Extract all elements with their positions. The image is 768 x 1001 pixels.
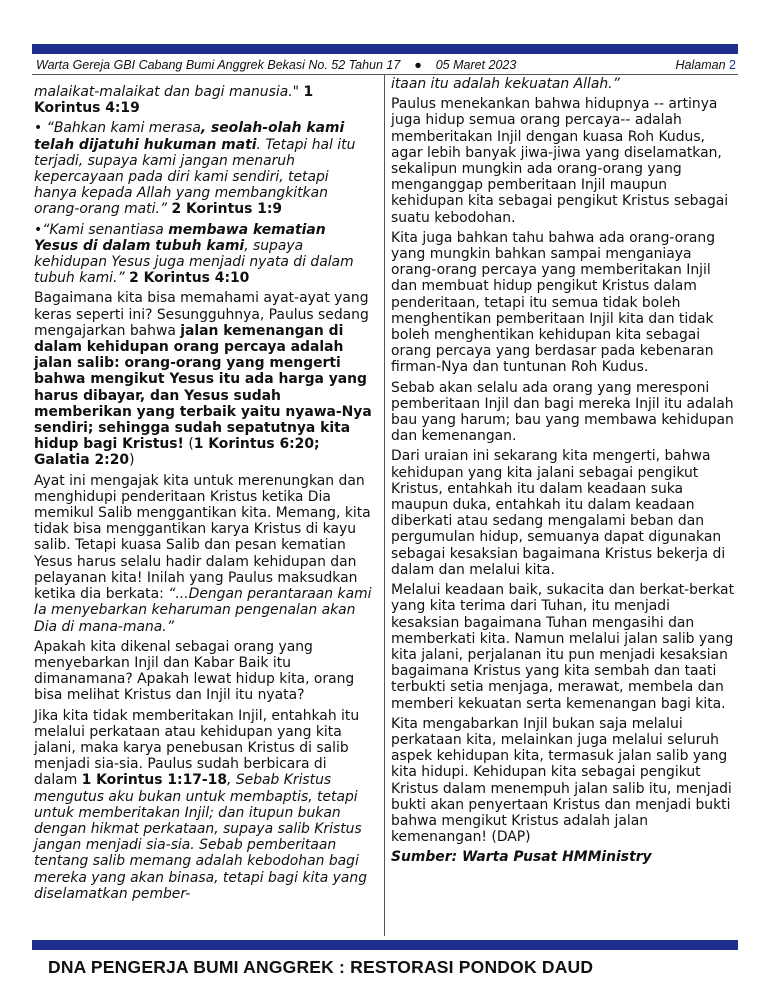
paragraph: Dari uraian ini sekarang kita mengerti, bahwa kehidupan yang kita jalani sebagai pengikut Kristus, entahkah itu dalam keadaan suka maupun duka, entahkah itu dalam keadaan diberkati atau sedang mengalami beban dan pergumulan hidup, semuanya dapat digunakan sebagai kesaksian bagaimana Kristus bekerja di dalam dan melalui kita.: [391, 448, 726, 578]
bottom-color-bar: [32, 940, 738, 950]
header-title: [36, 58, 516, 72]
paragraph: Sebab akan selalu ada orang yang meresponi pemberitaan Injil dan bagi mereka Injil itu adalah bau yang harum; bau yang membawa kehidupan dan kemenangan.: [391, 379, 734, 445]
bullet-glyph: •: [34, 120, 43, 137]
verse-reference: 1 Korintus 1:17-18: [81, 772, 227, 789]
paragraph: Paulus menekankan bahwa hidupnya -- artinya juga hidup semua orang percaya-- adalah memberitakan Injil dengan kuasa Roh Kudus, agar lebih banyak jiwa-jiwa yang diselamatkan, sekalipun mungkin ada orang-orang yang menganggap pemberitaan Injil maupun kehidupan kita sebagai pengikut Kristus sebagai suatu kebodohan.: [391, 96, 729, 226]
verse-quote: . Tetapi hal itu terjadi, supaya kami jangan menaruh kepercayaan pada diri kami sendiri, tetapi hanya kepada Allah yang membangkitkan orang-orang mati.”: [34, 136, 356, 218]
verse-reference: 1 Korintus 4:19: [34, 84, 314, 117]
page-label: Halaman: [675, 58, 726, 72]
header-publication: Warta Gereja GBI Cabang Bumi Anggrek Bekasi No. 52 Tahun 17: [36, 58, 401, 72]
paren-close: ): [129, 452, 135, 469]
verse-quote: “...Dengan perantaraan kami Ia menyebarkan keharuman pengenalan akan Dia di mana-mana.”: [34, 586, 372, 635]
body-emphasis: jalan kemenangan di dalam kehidupan orang percaya adalah jalan salib: orang-orang yang mengerti bahwa mengikut Yesus itu ada harga yang harus dibayar, dan Yesus sudah memberikan yang terbaik yaitu nyawa-Nya sendiri; sehingga sudah sepatutnya kita hidup bagi Kristus!: [34, 322, 372, 453]
paragraph: Kita juga bahkan tahu bahwa ada orang-orang yang mungkin bahkan sampai menganiaya orang-orang percaya yang memberitakan Injil dan membuat hidup pengikut Kristus dalam penderitaan, tetapi itu semua tidak boleh menghentikan pemberitaan Injil kita dan tidak boleh menghentikan kehidupan kita sebagai orang percaya yang berdasar pada kebenaran firman-Nya dan tuntunan Roh Kudus.: [391, 229, 716, 376]
paragraph: [34, 84, 374, 116]
right-column: [391, 76, 735, 870]
source-credit: Sumber: Warta Pusat HMMinistry: [391, 849, 652, 866]
verse-quote: , Sebab Kristus mengutus aku bukan untuk membaptis, tetapi untuk memberitakan Injil; dan itupun bukan dengan hikmat perkataan, supaya salib Kristus jangan menjadi sia-sia. Sebab pemberitaan tentang salib memang adalah kebodohan bagi mereka yang akan binasa, tetapi bagi kita yang diselamatkan pember-: [34, 772, 368, 902]
bullet-glyph: •: [34, 221, 43, 238]
footer-banner: DNA PENGERJA BUMI ANGGREK : RESTORASI PONDOK DAUD: [48, 957, 594, 977]
verse-emphasis: , seolah-olah kami telah dijatuhi hukuman mati: [34, 120, 345, 153]
bullet-item: [34, 222, 374, 287]
page-number: 2: [729, 58, 736, 72]
body-text: Bagaimana kita bisa memahami ayat-ayat yang keras seperti ini? Sesungguhnya, Paulus sedang mengajarkan bahwa: [34, 290, 369, 339]
verse-emphasis: membawa kematian Yesus di dalam tubuh kami: [34, 221, 326, 254]
verse-reference: 2 Korintus 4:10: [129, 270, 250, 287]
header-date: 05 Maret 2023: [435, 58, 517, 72]
paragraph: [34, 473, 374, 635]
header-page: [676, 58, 736, 72]
paragraph: [34, 708, 374, 902]
paren-open: (: [188, 436, 194, 453]
left-column: [34, 84, 374, 906]
body-text: Jika kita tidak memberitakan Injil, entahkah itu melalui perkataan atau kehidupan yang kita jalani, maka karya penebusan Kristus di salib menjadi sia-sia. Paulus sudah berbicara di dalam: [34, 707, 360, 789]
paragraph: Apakah kita dikenal sebagai orang yang menyebarkan Injil dan Kabar Baik itu dimanamana? Apakah lewat hidup kita, orang bisa melihat Kristus dan Injil itu nyata?: [34, 638, 355, 704]
top-color-bar: [32, 44, 738, 54]
verse-quote: “Bahkan kami merasa: [46, 120, 201, 137]
paragraph: Kita mengabarkan Injil bukan saja melalui perkataan kita, melainkan juga melalui seluruh aspek kehidupan kita, termasuk jalan salib yang kita hidupi. Kehidupan kita sebagai pengikut Kristus dalam menempuh jalan salib itu, menjadi bukti akan penyertaan Kristus dan menjadi bukti bahwa mengikut Kristus adalah jalan kemenangan! (DAP): [391, 715, 732, 846]
paragraph: [34, 290, 374, 468]
body-text: Ayat ini mengajak kita untuk merenungkan dan menghidupi penderitaan Kristus ketika Dia memikul Salib menggantikan kita. Memang, kita tidak bisa menggantikan karya Kristus di kayu salib. Tetapi kuasa Salib dan pesan kematian Yesus harus selalu hadir dalam kehidupan dan pelayanan kita! Inilah yang Paulus maksudkan ketika dia berkata:: [34, 472, 371, 603]
header-divider: [32, 74, 738, 75]
verse-quote: “Kami senantiasa: [42, 221, 164, 238]
column-divider: [384, 74, 385, 936]
verse-reference: 1 Korintus 6:20; Galatia 2:20: [34, 436, 320, 469]
paragraph: itaan itu adalah kekuatan Allah.”: [391, 76, 620, 92]
verse-quote: , supaya kehidupan Yesus juga menjadi nyata di dalam tubuh kami.”: [34, 237, 354, 287]
paragraph: Melalui keadaan baik, sukacita dan berkat-berkat yang kita terima dari Tuhan, itu menjadi kesaksian bagaimana Tuhan mengasihi dan memberkati kita. Namun melalui jalan salib yang kita jalani, perjalanan itu pun menjadi kesaksian bagaimana Kristus yang kita sembah dan taati terbukti setia menjaga, merawat, membela dan memberi kekuatan serta kemenangan bagi kita.: [391, 582, 735, 712]
verse-reference: 2 Korintus 1:9: [171, 201, 283, 218]
header-bullet: ●: [414, 58, 422, 72]
page-header: [36, 56, 736, 74]
bullet-item: [34, 120, 374, 217]
verse-quote: malaikat-malaikat dan bagi manusia.": [34, 84, 300, 100]
